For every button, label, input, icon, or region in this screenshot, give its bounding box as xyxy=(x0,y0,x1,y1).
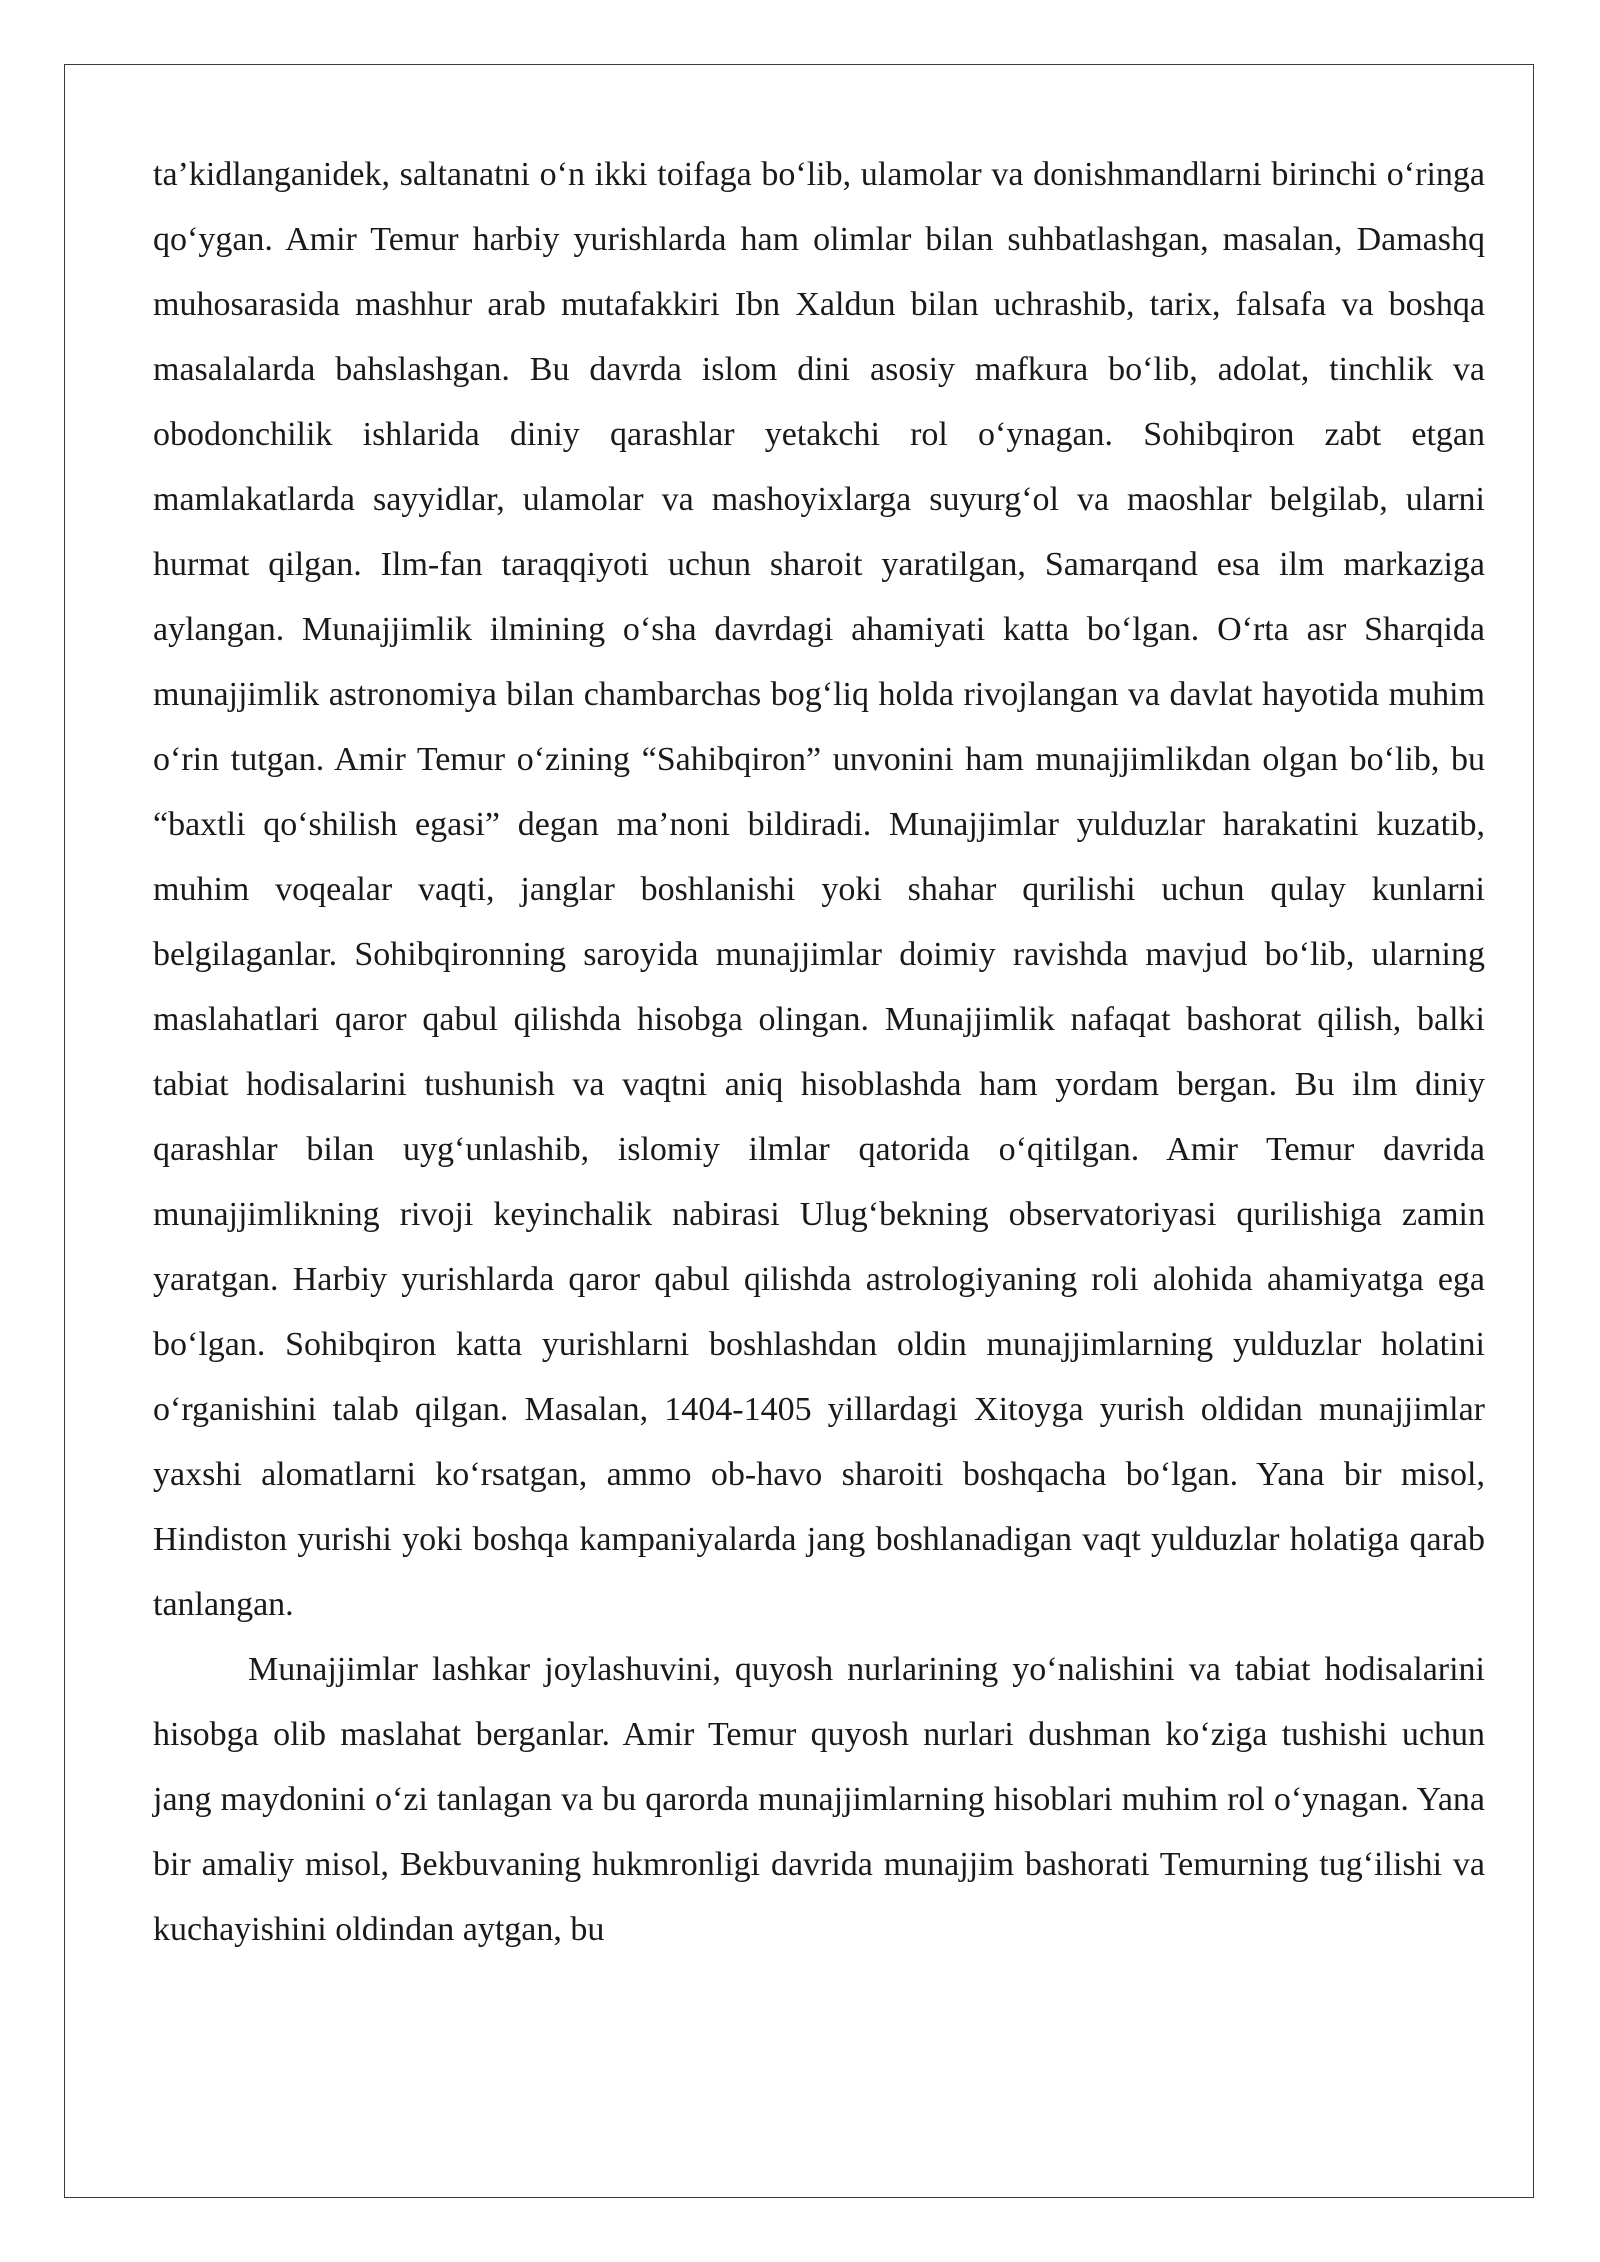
paragraph-2: Munajjimlar lashkar joylashuvini, quyosh nurlarining yo‘nalishini va tabiat hodisalarini hisobga olib maslahat berganlar. Amir Temur quyosh nurlari dushman ko‘ziga tushishi uchun jang maydonini o‘zi tanlagan va bu qarorda munajjimlarning hisoblari muhim rol o‘ynagan. Yana bir amaliy misol, Bekbuvaning hukmronligi davrida munajjim bashorati Temurning tug‘ilishi va kuchayishini oldindan aytgan, bu xyxy=(153,1651,1485,1948)
document-body xyxy=(153,142,1485,1962)
paragraph-1: ta’kidlanganidek, saltanatni o‘n ikki toifaga bo‘lib, ulamolar va donishmandlarni birinchi o‘ringa qo‘ygan. Amir Temur harbiy yurishlarda ham olimlar bilan suhbatlashgan, masalan, Damashq muhosarasida mashhur arab mutafakkiri Ibn Xaldun bilan uchrashib, tarix, falsafa va boshqa masalalarda bahslashgan. Bu davrda islom dini asosiy mafkura bo‘lib, adolat, tinchlik va obodonchilik ishlarida diniy qarashlar yetakchi rol o‘ynagan. Sohibqiron zabt etgan mamlakatlarda sayyidlar, ulamolar va mashoyixlarga suyurg‘ol va maoshlar belgilab, ularni hurmat qilgan. Ilm-fan taraqqiyoti uchun sharoit yaratilgan, Samarqand esa ilm markaziga aylangan. Munajjimlik ilmining o‘sha davrdagi ahamiyati katta bo‘lgan. O‘rta asr Sharqida munajjimlik astronomiya bilan chambarchas bog‘liq holda rivojlangan va davlat hayotida muhim o‘rin tutgan. Amir Temur o‘zining “Sahibqiron” unvonini ham munajjimlikdan olgan bo‘lib, bu “baxtli qo‘shilish egasi” degan ma’noni bildiradi. Munajjimlar yulduzlar harakatini kuzatib, muhim voqealar vaqti, janglar boshlanishi yoki shahar qurilishi uchun qulay kunlarni belgilaganlar. Sohibqironning saroyida munajjimlar doimiy ravishda mavjud bo‘lib, ularning maslahatlari qaror qabul qilishda hisobga olingan. Munajjimlik nafaqat bashorat qilish, balki tabiat hodisalarini tushunish va vaqtni aniq hisoblashda ham yordam bergan. Bu ilm diniy qarashlar bilan uyg‘unlashib, islomiy ilmlar qatorida o‘qitilgan. Amir Temur davrida munajjimlikning rivoji keyinchalik nabirasi Ulug‘bekning observatoriyasi qurilishiga zamin yaratgan. Harbiy yurishlarda qaror qabul qilishda astrologiyaning roli alohida ahamiyatga ega bo‘lgan. Sohibqiron katta yurishlarni boshlashdan oldin munajjimlarning yulduzlar holatini o‘rganishini talab qilgan. Masalan, 1404-1405 yillardagi Xitoyga yurish oldidan munajjimlar yaxshi alomatlarni ko‘rsatgan, ammo ob-havo sharoiti boshqacha bo‘lgan. Yana bir misol, Hindiston yurishi yoki boshqa kampaniyalarda jang boshlanadigan vaqt yulduzlar holatiga qarab tanlangan. xyxy=(153,156,1485,1623)
